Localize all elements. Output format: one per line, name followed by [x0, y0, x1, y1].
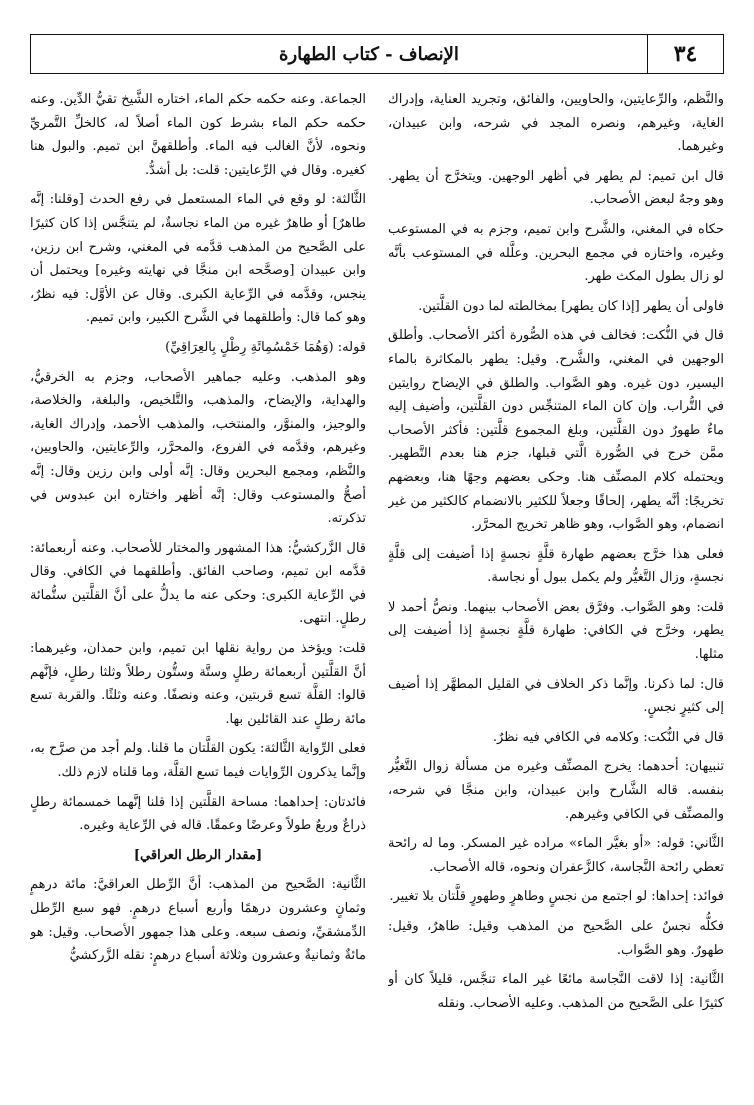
paragraph: الثَّانية: إذا لاقت النَّجاسة مائعًا غير الماء تنجَّس، قليلاً كان أو كثيرًا على الصَّحيح من المذهب. وعليه الأصحاب. ونقله	[388, 972, 724, 1011]
paragraph: والنَّظم، والرِّعايتين، والحاويين، والفائق، وتجريد العناية، وإدراك الغاية، وغيرهم، ونصره المجد في شرحه، وابن عبيدان، وغيرهما.	[388, 92, 724, 155]
paragraph: فائدتان: إحداهما: مساحة القلَّتين إذا قلنا إنَّهما خمسمائة رطلٍ ذراعٌ وربعٌ طولاً وعرضًا وعمقًا. قاله في الرِّعاية وغيره.	[30, 794, 366, 834]
page-number: ٣٤	[647, 35, 723, 73]
paragraph: قال في النُّكت: وكلامه في الكافي فيه نظرٌ.	[492, 729, 724, 745]
paragraph: وهو المذهب. وعليه جماهير الأصحاب، وجزم به الخرقيُّ، والهداية، والإيضاح، والمذهب، والتَّلخيص، والبلغة، والخلاصة، والوجيز، والمنوَّر، والمنتخب، والمذهب الأحمد، وإدراك الغاية، وغيرهم، وقدَّمه في الفروع، والمحرَّر، والرِّعايتين، والحاويين، والنَّظم، ومجمع البحرين وقال: إنَّه أولى وابن رزين وقال: إنَّه أصحُّ والمستوعب وقال: إنَّه أظهر واختاره ابن عبدوس في تذكرته.	[30, 369, 366, 527]
running-title: الإنصاف - كتاب الطهارة	[279, 43, 459, 65]
page-header	[30, 34, 724, 74]
paragraph: قال ابن تميم: لم يطهر في أظهر الوجهين. ويتخرَّج أن يطهر. وهو وجهٌ لبعض الأصحاب.	[388, 168, 724, 208]
left-column	[30, 88, 366, 1093]
paragraph: فاولى أن يطهر [إذا كان يطهر] بمخالطته لما دون القلَّتين.	[418, 298, 724, 314]
paragraph: الثَّالثة: لو وقع في الماء المستعمل في رفع الحدث [وقلنا: إنَّه طاهرٌ] أو طاهرٌ غيره من الماء نجاسةٌ، لم يتنجَّس إذا كان كثيرًا على الصَّحيح من المذهب قدَّمه في المغني، وشرح ابن رزين، وابن عبيدان [وصحَّحه ابن منجَّا في نهايته وغيره] ويحتمل أن ينجس، وقدَّمه في الرِّعاية الكبرى. وقال عن الأوَّل: فيه نظرٌ، وهو كما قال: وأطلقهما في الشَّرح الكبير، وابن تميم.	[30, 192, 366, 326]
paragraph: قال: لما ذكرنا. وإنَّما ذكر الخلاف في القليل المطهَّر إذا أضيف إلى كثيرٍ نجسٍ.	[388, 676, 724, 716]
paragraph: قلت: وهو الصَّواب. وفرَّق بعض الأصحاب بينهما. ونصُّ أحمد لا يطهر، وخرَّج في الكافي: طهارة قلَّةٍ نجسةٍ إذا أضيفت إلى مثلها.	[388, 599, 724, 663]
paragraph: قلت: ويؤخذ من رواية نقلها ابن تميم، وابن حمدان، وغيرهما: أنَّ القلَّتين أربعمائة رطلٍ وستَّة وستُّون رطلاً وثلثا رطلٍ، فإنَّهم قالوا: القلَّة تسع قربتين، وعنه ونصفًا. وعنه وثلثًا. والقربة تسع مائة رطلٍ عند القائلين بها.	[30, 641, 366, 727]
text-columns	[30, 88, 724, 1093]
paragraph: قال الزَّركشيُّ: هذا المشهور والمختار للأصحاب. وعنه أربعمائة: قدَّمه ابن تميم، وصاحب الفائق. وأطلقهما في الكافي. وقال في الرِّعاية الكبرى: وحكى عنه ما يدلُّ على أنَّ القلَّتين ستُّمائة رطلٍ. انتهى.	[30, 540, 366, 627]
paragraph: فعلى الرِّواية الثَّالثة: يكون القلَّتان ما قلنا. ولم أجد من صرَّح به، وإنَّما يذكرون الرِّوايات فيما تسع القلَّة، وما قلناه لازم ذلك.	[30, 741, 366, 781]
section-heading: [مقدار الرطل العراقي]	[133, 847, 263, 863]
paragraph: قوله: (وَهُمَا خَمْسُمِائَةِ رِطْلٍ بِالعِرَاقِيِّ)	[165, 339, 366, 355]
paragraph: فكلُّه نجسٌ على الصَّحيح من المذهب وقيل: طاهرٌ، وقيل: طهورٌ. وهو الصَّواب.	[388, 919, 724, 958]
paragraph: فعلى هذا خرَّج بعضهم طهارة قلَّةٍ نجسةٍ إذا أضيفت إلى قلَّةٍ نجسةٍ، وزال التَّغيُّر ولم يكمل ببول أو نجاسة.	[388, 546, 724, 586]
paragraph: فوائد: إحداها: لو اجتمع من نجسٍ وطاهرٍ وطهورٍ قلَّتان بلا تغيير.	[389, 889, 724, 905]
paragraph: حكاه في المغني، والشَّرح وابن تميم، وجزم به في المستوعب وغيره، واختاره في مجمع البحرين. وعلَّله في المستوعب بأنَّه لو زال بطول المكث طهر.	[388, 221, 724, 285]
paragraph: قال في النُّكت: فخالف في هذه الصُّورة أكثر الأصحاب. وأطلق الوجهين في المغني، والشَّرح. وقيل: يطهر بالمكاثرة بالماء اليسير، دون غيره. وهو الصَّواب. والطلق في الإيضاح روايتين في التُّراب. وإن كان الماء المتنجِّس دون القلَّتين، وأضيف إليه ماءٌ طهورٌ دون القلَّتين، وبلغ المجموع قلَّتين: فأكثر الأصحاب ممَّن خرج في الصُّورة الَّتي قبلها، جزم هنا بعدم التَّطهير. ويحتمله كلام المصنِّف هنا. وحكى بعضهم وجهًا هنا، وبعضهم تخريجًا: أنَّه يطهر، إلحاقًا وجعلاً للكثير بالانضمام كالكثير من غير انضمام، وهو الصَّواب، وهو ظاهر تخريج المحرَّر.	[388, 328, 724, 533]
paragraph: الثَّانية: الصَّحيح من المذهب: أنَّ الرِّطل العراقيَّ: مائة درهمٍ وثمانٍ وعشرون درهمًا وأربع أسباع درهمٍ. فهو سبع الرِّطل الدِّمشقيِّ، ونصف سبعه. وعلى هذا جمهور الأصحاب. وقيل: هو مائةٌ وثمانيةٌ وعشرون وثلاثة أسباع درهمٍ: نقله الزَّركشيُّ	[30, 877, 366, 964]
right-column	[388, 88, 724, 1093]
paragraph: الثَّاني: قوله: «أو بغيَّر الماء» مراده غير المسكر. وما له رائحة تعطي رائحة النَّجاسة، كالزَّعفران ونحوه، قاله الأصحاب.	[388, 836, 724, 875]
paragraph: الجماعة. وعنه حكمه حكم الماء، اختاره الشَّيخ تقيُّ الدِّين. وعنه حكمه حكم الماء بشرط كون الماء أصلاً له، كالخلِّ التَّمريِّ ونحوه، لأنَّ الغالب فيه الماء. وأطلقهنَّ ابن تميم. والبول هنا كغيره. وقال في الرِّعايتين: قلت: بل أشدُّ.	[30, 92, 366, 178]
paragraph: تنبيهان: أحدهما: يخرج المصنِّف وغيره من مسألة زوال التَّغيُّر بنفسه. قاله الشَّارح وابن عبيدان، وابن منجَّا في شرحه، والمصنِّف في الكافي وغيرهم.	[388, 759, 724, 822]
